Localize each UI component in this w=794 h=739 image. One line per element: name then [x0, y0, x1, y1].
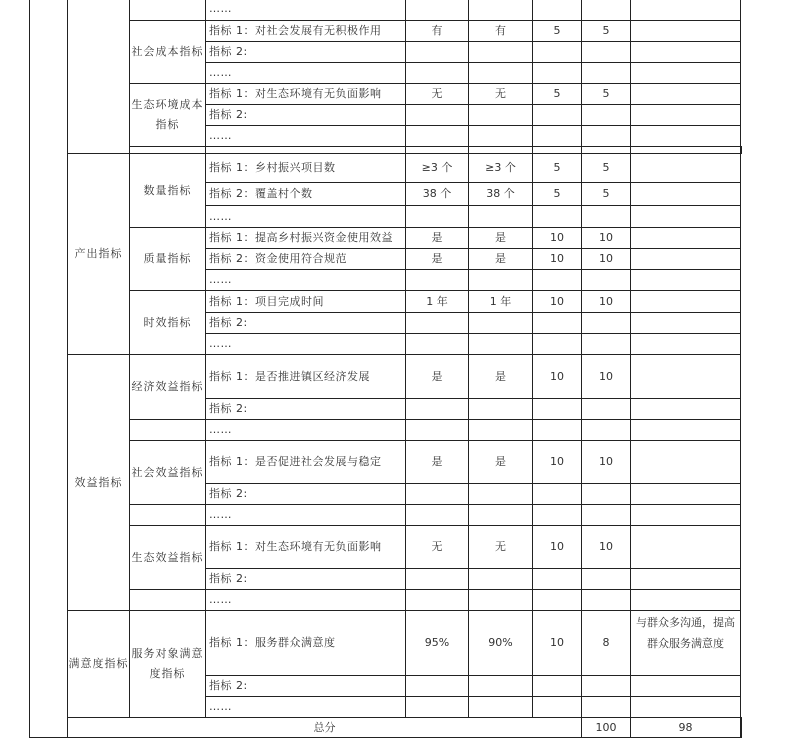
plan-value: 1 年: [406, 291, 469, 313]
indicator-cell: 指标 1：是否促进社会发展与稳定: [206, 441, 406, 484]
service-satisfaction-label: 服务对象满意度指标: [130, 611, 206, 718]
table-row: [30, 84, 742, 105]
score-value: 10: [582, 355, 631, 399]
indicator-cell: ……: [206, 270, 406, 291]
weight-value: 5: [533, 183, 582, 206]
weight-value: 10: [533, 228, 582, 249]
weight-value: 5: [533, 154, 582, 183]
weight-value: 10: [533, 355, 582, 399]
economic-label: 经济效益指标: [130, 355, 206, 420]
weight-value: 10: [533, 249, 582, 270]
weight-value: 10: [533, 441, 582, 484]
score-value: 5: [582, 84, 631, 105]
actual-value: 是: [469, 249, 533, 270]
plan-value: 38 个: [406, 183, 469, 206]
social-cost-label: 社会成本指标: [130, 21, 206, 84]
cost-level2-cell: [68, 0, 130, 154]
indicator-cell: ……: [206, 420, 406, 441]
quality-label: 质量指标: [130, 228, 206, 291]
indicator-cell: 指标 2：覆盖村个数: [206, 183, 406, 206]
satisfaction-label: 满意度指标: [68, 611, 130, 718]
plan-value: 无: [406, 526, 469, 569]
plan-value: 95%: [406, 611, 469, 676]
indicator-cell: 指标 1：乡村振兴项目数: [206, 154, 406, 183]
total-score: 98: [631, 718, 741, 738]
actual-value: 是: [469, 355, 533, 399]
actual-value: 是: [469, 228, 533, 249]
table-row: [30, 154, 742, 183]
plan-value: 是: [406, 355, 469, 399]
indicator-cell: ……: [206, 505, 406, 526]
total-weight: 100: [582, 718, 631, 738]
indicator-cell: ……: [206, 126, 406, 147]
indicator-cell: 指标 1：对社会发展有无积极作用: [206, 21, 406, 42]
level3-cell: [130, 0, 206, 21]
indicator-cell: 指标 1：对生态环境有无负面影响: [206, 526, 406, 569]
weight-value: 10: [533, 291, 582, 313]
actual-value: 有: [469, 21, 533, 42]
indicator-cell: ……: [206, 697, 406, 718]
indicator-cell: 指标 1：对生态环境有无负面影响: [206, 84, 406, 105]
plan-value: ≥3 个: [406, 154, 469, 183]
indicator-cell: 指标 2：资金使用符合规范: [206, 249, 406, 270]
indicator-cell: ……: [206, 63, 406, 84]
total-label: 总分: [68, 718, 582, 738]
table-row: [30, 147, 742, 154]
score-value: 5: [582, 154, 631, 183]
indicator-cell: ……: [206, 0, 406, 21]
indicator-cell: 指标 2:: [206, 399, 406, 420]
indicator-cell: 指标 2:: [206, 569, 406, 590]
score-value: 10: [582, 441, 631, 484]
table-row: [30, 21, 742, 42]
score-value: 8: [582, 611, 631, 676]
social-benefit-label: 社会效益指标: [130, 441, 206, 505]
indicator-cell: ……: [206, 334, 406, 355]
indicator-cell: 指标 2:: [206, 105, 406, 126]
plan-value: 无: [406, 84, 469, 105]
table-row: [30, 526, 742, 569]
actual-value: 无: [469, 526, 533, 569]
eco-benefit-label: 生态效益指标: [130, 526, 206, 590]
weight-value: 5: [533, 21, 582, 42]
score-value: 5: [582, 21, 631, 42]
indicator-cell: 指标 2:: [206, 313, 406, 334]
table-row: [30, 291, 742, 313]
weight-value: 5: [533, 84, 582, 105]
total-row: [30, 718, 742, 738]
plan-value: 是: [406, 249, 469, 270]
actual-value: 1 年: [469, 291, 533, 313]
indicator-cell: 指标 2:: [206, 42, 406, 63]
table-row: [30, 611, 742, 676]
benefit-label: 效益指标: [68, 355, 130, 611]
indicator-cell: ……: [206, 590, 406, 611]
indicator-cell: 指标 1：服务群众满意度: [206, 611, 406, 676]
score-value: 10: [582, 526, 631, 569]
weight-value: 10: [533, 526, 582, 569]
indicator-cell: 指标 2:: [206, 484, 406, 505]
performance-indicator-table: [29, 0, 742, 738]
quantity-label: 数量指标: [130, 154, 206, 228]
actual-value: 90%: [469, 611, 533, 676]
level1-cell: [30, 0, 68, 738]
actual-value: ≥3 个: [469, 154, 533, 183]
indicator-cell: ……: [206, 206, 406, 228]
actual-value: 38 个: [469, 183, 533, 206]
indicator-cell: 指标 1：项目完成时间: [206, 291, 406, 313]
plan-value: 是: [406, 441, 469, 484]
table-row: [30, 505, 742, 526]
table-row: [30, 590, 742, 611]
score-value: 10: [582, 291, 631, 313]
actual-value: 无: [469, 84, 533, 105]
plan-value: 是: [406, 228, 469, 249]
plan-value: 有: [406, 21, 469, 42]
score-value: 10: [582, 228, 631, 249]
table-row: [30, 355, 742, 399]
actual-value: 是: [469, 441, 533, 484]
table-row: [30, 420, 742, 441]
eco-cost-label: 生态环境成本指标: [130, 84, 206, 147]
indicator-cell: 指标 1：是否推进镇区经济发展: [206, 355, 406, 399]
weight-value: 10: [533, 611, 582, 676]
table-row: [30, 441, 742, 484]
score-value: 10: [582, 249, 631, 270]
timeliness-label: 时效指标: [130, 291, 206, 355]
indicator-cell: 指标 2:: [206, 676, 406, 697]
table-row: [30, 228, 742, 249]
indicator-cell: 指标 1：提高乡村振兴资金使用效益: [206, 228, 406, 249]
output-label: 产出指标: [68, 154, 130, 355]
score-value: 5: [582, 183, 631, 206]
table-row: [30, 0, 742, 21]
deduction-note: 与群众多沟通，提高群众服务满意度: [631, 611, 741, 676]
